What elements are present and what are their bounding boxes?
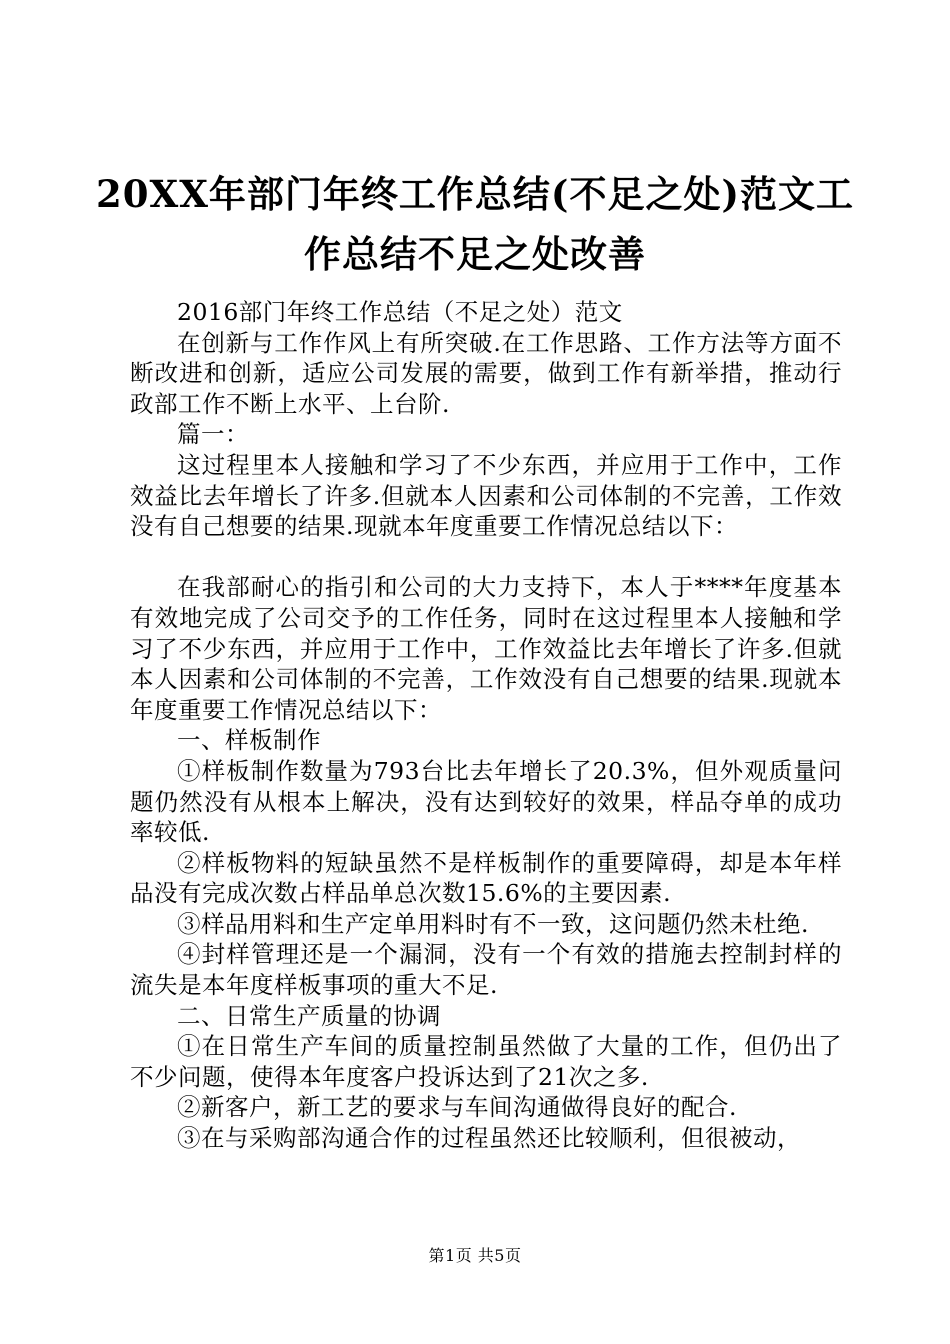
list-item: ③样品用料和生产定单用料时有不一致，这问题仍然未杜绝. [177,909,809,938]
section-heading: 二、日常生产质量的协调 [177,1001,441,1030]
list-item: ②新客户，新工艺的要求与车间沟通做得良好的配合. [177,1093,737,1122]
list-item: ①样板制作数量为793台比去年增长了20.3%，但外观质量问题仍然没有从根本上解决，没有达到较好的效果，样品夺单的成功率较低. [130,756,842,847]
paragraph: 在创新与工作作风上有所突破.在工作思路、工作方法等方面不断改进和创新，适应公司发展的需要，做到工作有新举措，推动行政部工作不断上水平、上台阶. [130,328,842,418]
document-title-line-2: 作总结不足之处改善 [304,232,646,276]
document-title-line-1: 20XX年部门年终工作总结(不足之处)范文工 [96,172,854,216]
list-item: ③在与采购部沟通合作的过程虽然还比较顺利，但很被动， [177,1124,801,1153]
list-item: ④封样管理还是一个漏洞，没有一个有效的措施去控制封样的流失是本年度样板事项的重大不足. [130,940,842,1000]
list-item: ①在日常生产车间的质量控制虽然做了大量的工作，但仍出了不少问题，使得本年度客户投诉达到了21次之多. [130,1032,842,1091]
document-body [130,297,842,1154]
paragraph: 这过程里本人接触和学习了不少东西，并应用于工作中，工作效益比去年增长了许多.但就本人因素和公司体制的不完善，工作效没有自己想要的结果.现就本年度重要工作情况总结以下： [130,450,842,541]
paragraph: 在我部耐心的指引和公司的大力支持下，本人于****年度基本有效地完成了公司交予的工作任务，同时在这过程里本人接触和学习了不少东西，并应用于工作中，工作效益比去年增长了许多.但就本人因素和公司体制的不完善，工作效没有自己想要的结果.现就本年度重要工作情况总结以下： [130,573,842,724]
list-item: ②样板物料的短缺虽然不是样板制作的重要障碍，却是本年样品没有完成次数占样品单总次数15.6%的主要因素. [130,848,842,908]
paragraph: 篇一： [177,420,249,449]
paragraph: 2016部门年终工作总结（不足之处）范文 [177,298,623,326]
blank-line [130,542,842,573]
page-footer: 第1页 共5页 [428,1246,522,1265]
section-heading: 一、样板制作 [177,726,321,755]
